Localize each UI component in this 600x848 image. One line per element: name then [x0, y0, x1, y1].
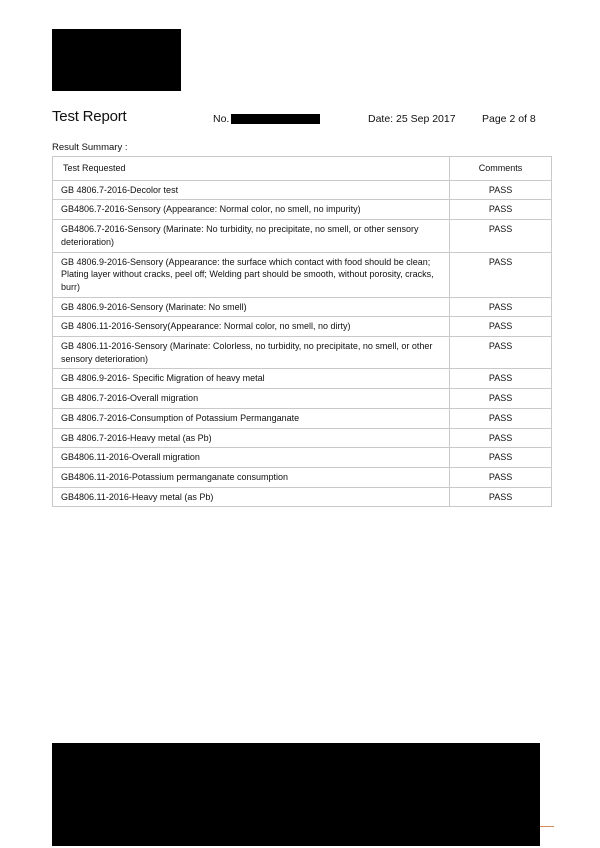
- test-requested-cell: GB 4806.7-2016-Consumption of Potassium Permanganate: [53, 408, 450, 428]
- test-requested-cell: GB 4806.9-2016-Sensory (Marinate: No smell): [53, 297, 450, 317]
- comment-cell: PASS: [450, 200, 552, 220]
- test-requested-cell: GB 4806.7-2016-Overall migration: [53, 389, 450, 409]
- table-row: [53, 200, 552, 220]
- test-requested-cell: GB 4806.7-2016-Decolor test: [53, 180, 450, 200]
- table-row: [53, 297, 552, 317]
- table-row: [53, 428, 552, 448]
- table-row: [53, 220, 552, 252]
- report-number-label: No.: [213, 113, 230, 125]
- results-table: [52, 156, 552, 507]
- table-row: [53, 467, 552, 487]
- comment-cell: PASS: [450, 220, 552, 252]
- comment-cell: PASS: [450, 408, 552, 428]
- redacted-logo: [52, 29, 181, 91]
- report-title: Test Report: [52, 108, 127, 125]
- comment-cell: PASS: [450, 317, 552, 337]
- column-header-comments: Comments: [450, 157, 552, 181]
- table-row: [53, 448, 552, 468]
- comment-cell: PASS: [450, 369, 552, 389]
- table-row: [53, 337, 552, 369]
- table-header-row: [53, 157, 552, 181]
- table-row: [53, 252, 552, 297]
- page-number: Page 2 of 8: [482, 113, 536, 125]
- comment-cell: PASS: [450, 428, 552, 448]
- redacted-report-number: [231, 114, 320, 124]
- test-requested-cell: GB 4806.11-2016-Sensory(Appearance: Normal color, no smell, no dirty): [53, 317, 450, 337]
- table-row: [53, 180, 552, 200]
- footer-accent-line: [540, 826, 554, 827]
- table-row: [53, 389, 552, 409]
- column-header-test-requested: Test Requested: [53, 157, 450, 181]
- comment-cell: PASS: [450, 297, 552, 317]
- test-requested-cell: GB 4806.7-2016-Heavy metal (as Pb): [53, 428, 450, 448]
- test-requested-cell: GB 4806.11-2016-Sensory (Marinate: Colorless, no turbidity, no precipitate, no smell, or other sensory deterioration): [53, 337, 450, 369]
- table-row: [53, 317, 552, 337]
- result-summary-label: Result Summary :: [52, 142, 128, 153]
- comment-cell: PASS: [450, 337, 552, 369]
- report-date: Date: 25 Sep 2017: [368, 113, 456, 125]
- test-requested-cell: GB 4806.9-2016- Specific Migration of heavy metal: [53, 369, 450, 389]
- test-requested-cell: GB4806.11-2016-Heavy metal (as Pb): [53, 487, 450, 507]
- comment-cell: PASS: [450, 448, 552, 468]
- test-requested-cell: GB4806.11-2016-Overall migration: [53, 448, 450, 468]
- test-requested-cell: GB4806.11-2016-Potassium permanganate consumption: [53, 467, 450, 487]
- table-row: [53, 369, 552, 389]
- test-requested-cell: GB4806.7-2016-Sensory (Marinate: No turbidity, no precipitate, no smell, or other sensory deterioration): [53, 220, 450, 252]
- comment-cell: PASS: [450, 252, 552, 297]
- comment-cell: PASS: [450, 389, 552, 409]
- table-row: [53, 408, 552, 428]
- comment-cell: PASS: [450, 487, 552, 507]
- table-row: [53, 487, 552, 507]
- test-requested-cell: GB4806.7-2016-Sensory (Appearance: Normal color, no smell, no impurity): [53, 200, 450, 220]
- comment-cell: PASS: [450, 180, 552, 200]
- redacted-footer: [52, 743, 540, 846]
- comment-cell: PASS: [450, 467, 552, 487]
- test-requested-cell: GB 4806.9-2016-Sensory (Appearance: the surface which contact with food should be clean; Plating layer without cracks, peel off; Welding part should be smooth, without porosity, cracks, burr): [53, 252, 450, 297]
